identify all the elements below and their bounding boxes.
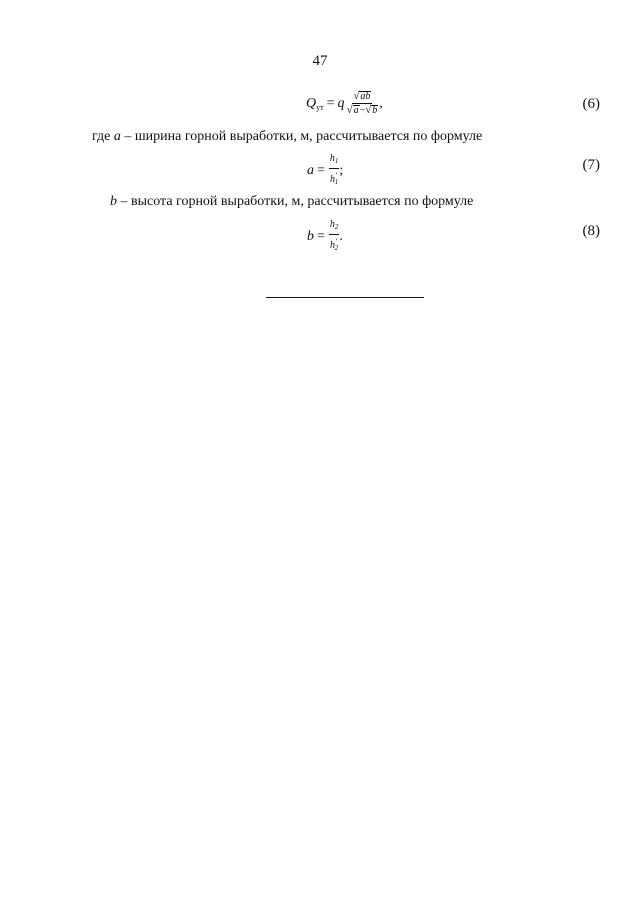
section-end-rule — [266, 297, 424, 298]
variable-a: a — [113, 129, 121, 144]
formula-7-lhs: a — [307, 162, 314, 178]
variable-b: b — [110, 194, 117, 209]
formula-6-lhs: $Q_{ут}$ — [306, 95, 324, 112]
formula-8-denominator: $h'_2$ — [330, 237, 339, 252]
formula-7-trail: ; — [339, 162, 344, 178]
equation-number-6: (6) — [582, 96, 600, 112]
formula-row-8 — [0, 219, 640, 252]
formula-8 — [307, 219, 343, 254]
equation-number-8: (8) — [582, 223, 600, 239]
formula-6-denominator: √ a − √ b — [346, 104, 378, 116]
formula-7 — [307, 153, 343, 188]
formula-6-equals: = — [326, 95, 335, 111]
text-line-height: b – высота горной выработки, м, рассчитывается по формуле — [110, 194, 474, 209]
page-number: 47 — [312, 53, 328, 69]
formula-6 — [306, 91, 383, 116]
formula-7-denominator: $h'_1$ — [330, 171, 339, 186]
formula-7-fraction — [329, 153, 340, 188]
formula-6-fraction — [346, 91, 380, 116]
formula-7-equals: = — [317, 162, 325, 178]
equation-number-7: (7) — [582, 157, 600, 173]
formula-8-lhs: b — [307, 228, 314, 244]
formula-6-numerator: √ ab — [353, 90, 371, 102]
formula-6-trail: , — [379, 95, 383, 111]
formula-row-7 — [0, 153, 640, 186]
formula-7-numerator: $h_1$ — [329, 153, 340, 169]
formula-8-fraction — [329, 219, 340, 254]
formula-8-equals: = — [317, 228, 325, 244]
formula-8-trail: . — [339, 228, 343, 244]
formula-row-6 — [0, 90, 640, 116]
text-line-width: где a – ширина горной выработки, м, рассчитывается по формуле — [92, 129, 483, 144]
formula-8-numerator: $h_2$ — [329, 219, 340, 235]
formula-6-coef: q — [337, 95, 345, 111]
